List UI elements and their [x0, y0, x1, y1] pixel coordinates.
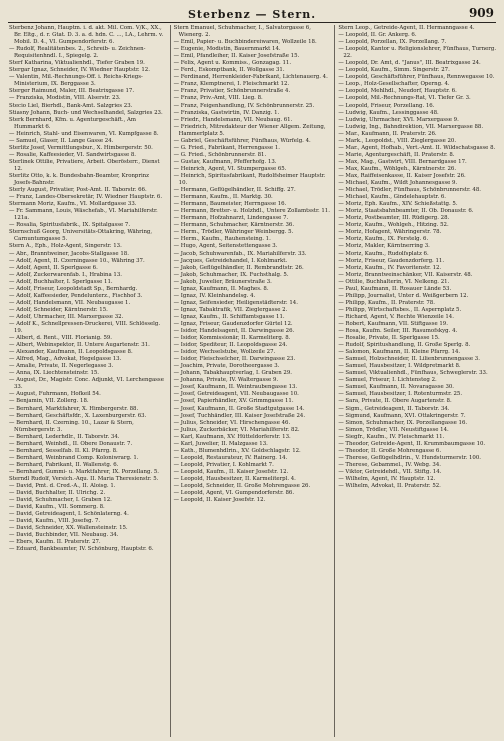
directory-entry: Stiasny Johann, Buch- und Wechselhandel, Salzgries 23.	[9, 109, 163, 116]
directory-entry: — Adolf K., Schnellpressen-Druckerei, VIII. Schlösselg. 19.	[9, 320, 161, 335]
directory-entry: — Samuel, Kaufmann, II. Novaragasse 30.	[338, 384, 455, 391]
directory-entry: — Samuel, Viktualienhdl., Fünfhaus, Schweglerstr. 33.	[338, 370, 488, 377]
directory-entry: Sterlitz Josef, Vermittlungsbur., X. Himbergerstr. 50.	[9, 144, 153, 151]
directory-entry: — Sigmund, Kaufmann, XVI. Ottakringerstr. 7.	[338, 412, 466, 419]
directory-entry: — Jacob, Schuhwarenfab., IX. Mariahilferstr. 33.	[173, 250, 307, 257]
directory-entry: — Julius, Schneider, VI. Hirschengasse 46.	[173, 419, 291, 426]
directory-entry: Stergar Ignaz, Schneider, IV. Wiedner Hauptstr. 12.	[9, 67, 150, 74]
directory-entry: Sterndl Rudolf, Versich.-Aqu. II. Maria Theresienstr. 5.	[9, 476, 159, 482]
directory-entry: Sterger Raimund, Maler, III. Beatrixgasse 17.	[9, 88, 135, 95]
directory-entry: — Gustav, Kaufmann, Pfefferhofg. 13.	[173, 158, 277, 165]
directory-entry: — Ferd., Eskomptbank, II. Wollgasse 31.	[173, 67, 285, 74]
directory-entry: — Heinrich, Agent, VI. Stumpergasse 65.	[173, 165, 287, 172]
directory-entry: — Bernhard, Weinbrand Comp. Koloniwrarg. 1.	[9, 454, 139, 461]
directory-entry: — Abr., Branntweiner, Jacobs-Stallgasse 18.	[9, 250, 129, 257]
directory-entry: — August, Fuhrmann, Hofkeil 54.	[9, 391, 101, 398]
directory-entry: — David, Buchbinder, VII. Neubaug. 34.	[9, 532, 119, 539]
directory-entry: — G. Fried., Fabrikant, Herrengasse 1.	[173, 144, 280, 151]
directory-entry: — Philipp, Wirtschaftsbes., II. Aspernplatz 5.	[338, 306, 462, 313]
directory-entry: Sternschuß Georg, Universitäts-Ottakring, Währing, Carnuntumgasse 5.	[9, 229, 153, 243]
directory-entry: — Hermann, Bretter- u. Holzhdl., Untere Zollamtsstr. 11.	[173, 208, 330, 215]
directory-entry: — Paul, Kaufmann, II. Rosauer Lände 53.	[338, 285, 452, 292]
directory-entry: — Ignaz, Tabaktrafik, VII. Zieglergasse 2.	[173, 306, 288, 313]
directory-entry: — Bernhard, Sesselfab. II. Kl. Pfarrg. 8.	[9, 447, 118, 454]
directory-entry: — Benjamin, VII. Zollerg. 18.	[9, 398, 89, 405]
directory-entry: — Samuel, Hausbesitzer, I. Wildpretmarkt 8.	[338, 363, 461, 370]
directory-entry: — Franz, Priv.-Amt, VIII. Lieg. 8.	[173, 95, 263, 102]
page-number: 909	[468, 6, 494, 20]
directory-entry: — Adolf, Agent, II. Czerningasse 10., Währing 37.	[9, 257, 145, 264]
directory-entry: — Josef, Papierhändler, XV. Grimmgasse 11.	[173, 398, 294, 405]
directory-entry: — Isidor, Spediteur, II. Leopoldsgasse 24.	[173, 342, 288, 349]
directory-entry: — August, Dr., Magistr. Conc. Adjunkt, VI. Lerchengasse 33.	[9, 377, 164, 391]
directory-entry: — David, Kaufm., VII. Sommerg. 8.	[9, 504, 105, 511]
directory-entry: — Michael, Trödler, Fünfhaus, Schönbrunnerstr. 48.	[338, 187, 481, 194]
directory-entry: — Ludwig, Ing., Bahndirektion, VII. Marxergasse 88.	[338, 123, 484, 130]
directory-entry: — G. Fried., Schönbrunnerstr. 81.	[173, 151, 267, 158]
directory-entry: — Mark., Leopoldst., VIII. Zieglergasse 20.	[338, 137, 457, 144]
directory-entry: — Samuel, Glaser, II. Lange Gasse 24.	[9, 137, 114, 144]
directory-entry: — Joachim, Private, Dorotheergasse 3.	[173, 363, 280, 370]
directory-entry: — Adolf, Schneider, Kärntnerstr. 15.	[9, 306, 108, 313]
directory-entry: — Mar., Agent, Hofhab., Vert.-Amt. II. Wildschatsgasse 8.	[338, 144, 496, 151]
directory-entry: — Adolf, Zuckerwarenfab. I., Hrabina 13.	[9, 271, 122, 278]
directory-entry: — Moriz, Friseur, Gaudenzdorferg. 11.	[338, 257, 445, 264]
directory-entry: — Ebers, Kaufm. II. Praterstr. 27.	[9, 539, 101, 546]
directory-entry: — Felix, Agent u. Kommiss., Gonzagag. 11.	[173, 60, 292, 67]
directory-entry: — Leopold, II. Gr. Ankerg. 6.	[338, 32, 417, 39]
directory-entry: — David, Schuhmacher, I. Graben 12.	[9, 497, 112, 504]
directory-entry: — Leopold, Kantor u. Religionslehrer, Fünfhaus, Turnerg. 22.	[338, 46, 497, 60]
directory-entry: — Rudolf, Spiritushandlung, II. Große Sperlg. 8.	[338, 342, 471, 349]
directory-entry: Sterk Bernhard, Kfm. u. Agenturgeschäft., Am Hummarkt 6.	[9, 116, 137, 130]
directory-entry: Sterlinek Ottilie, Privatiere, Arbeit. Oberösterr., Dienst 12.	[9, 158, 160, 172]
directory-entry: — Friedr., Handelsmann, VII. Neubaug. 61.	[173, 116, 293, 123]
directory-entry: — Adolf, Buchhalter, I. Sperlgasse 11.	[9, 278, 113, 285]
directory-entry: — Herm., Kaufm., Rauhensteing. 1.	[173, 236, 271, 243]
directory-entry: — Robert, Kaufmann, VII. Stiftgasse 19.	[338, 320, 448, 327]
directory-entry: — Samuel, Friseur, I. Lichtensteg 2.	[338, 377, 437, 384]
directory-entry: — Rosa, Kaufm. Seiler, III. Rasumofskyg. 4.	[338, 328, 458, 335]
running-head: Sterbenz — Stern.	[187, 7, 317, 21]
directory-entry: Stern A., Eph., Holz-Agent, Singerstr. 13.	[9, 243, 122, 250]
directory-entry: — Josef, Getreideagent, VII. Neubaugasse 10.	[173, 391, 299, 398]
directory-entry: — Michael, Kaufm., Wildt Johannesgasse 9.	[338, 180, 458, 187]
directory-entry: — Isidor, Kommissionär, II. Karmeliterg. 8.	[173, 335, 291, 342]
directory-entry: — Leopold, Agent, VI. Gumpendorferstr. 86.	[173, 490, 295, 497]
directory-entry: — Ferdinand, Herrenkleider-Fabrikant, Lichtenauerg. 4.	[173, 74, 328, 81]
directory-entry: — Leopold, Kaufm., II. Kaiser Josefstr. 12.	[173, 468, 289, 475]
columns-container	[6, 25, 500, 737]
directory-entry: — Jakob, Geflügelhändler, II. Rembrandtstr. 26.	[173, 264, 304, 271]
directory-entry: — Viktor, Getreidehdl., VII. Stiftg. 14.	[338, 468, 442, 475]
directory-entry: — Philipp, Kaufm., II. Praterstr. 78.	[338, 299, 435, 306]
directory-entry: Stern Emanuel, Schuhmacher, I., Salvatorgasse 6, Wienerg. 2.	[173, 25, 311, 39]
directory-entry: — Franz, Feigenhandlung, IV. Schönbrunnerstr. 25.	[173, 102, 315, 109]
directory-entry: — Ludwig, Uhrmacher, XVI. Marxergasse 9.	[338, 116, 459, 123]
directory-entry: — Karl, Kaufmann, XV. Hütteldorferstr. 13.	[173, 433, 291, 440]
directory-entry: — Wilhelm, Agent, IV. Hauptstr. 12.	[338, 476, 436, 482]
directory-entry: — David, Pmt. d. Cred.-A., II. Aloisg. 1.	[9, 483, 116, 490]
directory-entry: — Anna, IX. Liechtensteinstr. 15.	[9, 370, 100, 377]
directory-entry: — Adolf, Friseur, Leopoldstadt Sp., Bernhardg.	[9, 285, 138, 292]
directory-entry: — Franz, Landes-Obersekretär, IV. Wiedner Hauptstr. 6.	[9, 194, 163, 201]
directory-entry: — Moriz, Kaufm., Rudolfsplatz 6.	[338, 250, 429, 257]
directory-entry: — Jakob, Juwelier, Bräunerstraße 3.	[173, 278, 272, 285]
directory-entry: — Isidor, Wechselstube, Wollzeile 27.	[173, 349, 276, 356]
directory-entry: — Josef, Tuchhändler, III. Kaiser Josefstraße 24.	[173, 412, 306, 419]
directory-entry: — Jacques, Getreidehandel, I. Kohlmarkt.	[173, 257, 288, 264]
directory-entry: — Rudolf, Realitätenbes. 2., Schreib- u. Zeichnen-Requisitenhndl. I., Spiegelg. 2.	[9, 46, 146, 60]
directory-entry: — Moriz, Staatsbahnbeamter, II. Ob. Donaustr. 6.	[338, 208, 474, 215]
directory-entry: — Julius, Zuckerbäcker, VI. Mariahilferstr. 82.	[173, 426, 300, 433]
directory-entry: — Eduard, Bankbeamter, IV. Schönburg, Hauptstr. 6.	[9, 546, 154, 553]
directory-entry: — Hermann, Schuhmacher, Kärntnerstr. 36.	[173, 222, 295, 229]
directory-entry: — Leopold, Friseur, Porzellang. 16.	[338, 102, 435, 109]
directory-entry: — Mar., Kaufmann, II. Praterstr. 26.	[338, 130, 437, 137]
directory-entry: — Isidor, Handelsagent, II. Darwingasse 26.	[173, 328, 295, 335]
directory-entry: — Max, Raiffeisenkasse, II. Kaiser Josefstr. 26.	[338, 172, 466, 179]
directory-entry: — Theodor, II. Große Mohrengasse 6.	[338, 447, 442, 454]
directory-entry: — Alexander, Kaufmann, II. Leopoldsgasse 8.	[9, 349, 133, 356]
directory-entry: — Gabriel, Geschäftsführer, Fünfhaus, Würfelg. 4.	[173, 137, 311, 144]
directory-entry: — Ignaz, IV. Kleinhandelsg. 4.	[173, 292, 256, 299]
directory-entry: — Isidor, Fleischselcher, II. Darwingasse 23.	[173, 356, 296, 363]
directory-entry: — Leopold, Mil.-Rechnungs-Rat, VI. Tiefer Gr. 3.	[338, 95, 471, 102]
directory-entry: — Bernhard, Gummi- u. Marktfahrer, IX. Porzellang. 5.	[9, 468, 160, 475]
directory-entry: — Friedrich, Mitredakteur der Wiener Allgem. Zeitung, Hammerlplatz 5.	[173, 123, 326, 137]
directory-entry: — Franziska, Modistin, VIII. Alserstr. 23.	[9, 95, 121, 102]
directory-entry: — Johanna, Private, IV. Waltergasse 9.	[173, 377, 279, 384]
directory-entry: — Ottilie, Buchhalterin, VI. Nelkeng. 21.	[338, 278, 450, 285]
directory-entry: — Hugo, Agent, Seitenstettengasse 3.	[173, 243, 278, 250]
directory-entry: — Ludwig, Kaufm., Lessinggasse 48.	[338, 109, 439, 116]
directory-entry: — Wilhelm, Advokat, II. Praterstr. 52.	[338, 483, 441, 490]
directory-entry: — Hermann, Kaufm., II. Marktg. 30.	[173, 194, 273, 201]
directory-entry: — Ignaz, Seifensieder, Heiligenstädterstr. 14.	[173, 299, 298, 306]
page-header	[8, 6, 496, 23]
directory-entry: — Simon, Schuhmacher, IX. Porzellangasse 16.	[338, 419, 468, 426]
directory-entry: — Josef, Kaufmann, II. Weintraubengasse 13.	[173, 384, 298, 391]
directory-entry: — David, Buchhalter, II. Ulrichg. 2.	[9, 490, 106, 497]
directory-entry: — Adolf, Kaffeesieder, Pendelunterz., Fischhof 3.	[9, 292, 143, 299]
directory-entry: — Bernhard, Fabrikant, II. Wallenstg. 6.	[9, 461, 119, 468]
directory-entry: Sterly August, Privatier, Post-Amt. II. Taborstr. 66.	[9, 187, 147, 194]
directory-entry: — Kath., Blumenhdlrin., XV. Goldschlagstr. 12.	[173, 447, 301, 454]
directory-entry: — Moriz, Kaufm., Wohlgeh., Hitzing. 52.	[338, 222, 449, 229]
directory-entry: — Bernhard, II. Czerning. 10., Lazar & Stern, Nürnbergerstr. 3.	[9, 419, 134, 433]
directory-entry: — Albert, d. Rent., VIII. Florianig. 59.	[9, 335, 113, 342]
directory-entry: — Rosalie, Kaffeesieder, VI. Sandwirtsgasse 8.	[9, 151, 137, 158]
directory-entry: — Moriz, Eph. Kaufm., XIV. Schießstattg. 5.	[338, 201, 458, 208]
directory-entry: — Leopold, Schneider, II. Große Mohrengasse 26.	[173, 483, 311, 490]
directory-entry: — Moriz, Branntweinschänker, VII. Kaiserstr. 48.	[338, 271, 473, 278]
directory-entry: — Leopold, Porzellan, IX. Porzellang. 7.	[338, 39, 447, 46]
directory-entry: — Heinrich, Spiritusfabrikant, Rudolfsheimer Hauptstr. 10.	[173, 172, 326, 187]
directory-entry: — Franz, Klemptnerei, I. Fleischmarkt 12.	[173, 81, 290, 88]
directory-entry: — Moriz, Makler, Kärntnerring 3.	[338, 243, 430, 250]
directory-entry: — Michael, Kaufm., Gindelehauptstr. 6.	[338, 194, 446, 201]
directory-entry: — Emil, Papier- u. Buchbindereiwaren, Wollzeile 18.	[173, 39, 317, 46]
directory-entry: — Valentin, Mil.-Rechnungs-Off. i. Reichs-Kriegs-Ministerium, IX. Berggasse 3.	[9, 74, 143, 88]
directory-entry: — Albert, Webinspektor, II. Untere Augartenstr. 31.	[9, 342, 150, 349]
directory-entry: — Leopold, Dr. Amt, d. "Janus", III. Beatrixgasse 24.	[338, 60, 481, 67]
column-left	[6, 25, 171, 737]
directory-entry: — David, Schneider, XX. Wallensteinstr. 15.	[9, 525, 128, 532]
directory-entry: — Sara, Private, II. Obere Augartenstr. 8.	[338, 398, 452, 405]
directory-entry: — Leopold, Geschäftsführer, Fünfhaus, Rennwegasse 10.	[338, 74, 495, 81]
directory-entry: — Amalie, Private, II. Negerlegasse 3.	[9, 363, 114, 370]
directory-entry: — Hermann, Geflügelhändler, II. Schiffg. 27.	[173, 187, 296, 194]
directory-entry: — Eugenie, Modistin, Bauernmarkt 14.	[173, 46, 281, 53]
directory-entry: — Moriz, Kaufm., IV. Favoritenstr. 12.	[338, 264, 442, 271]
directory-entry: — Herm., Trödler, Währinger Weinbergg. 5.	[173, 229, 294, 236]
directory-entry: — Bernhard, Lederhdlr., II. Taborstr. 34.	[9, 433, 120, 440]
directory-entry: — Max, Mag., Gastwirt, VIII. Bernardgasse 17.	[338, 158, 467, 165]
directory-entry: — David, Kaufm., VIII. Josefsg. 7.	[9, 518, 101, 525]
directory-entry: — Samuel, Hausbesitzer, I. Rotenturmstr. 25.	[338, 391, 463, 398]
directory-entry: Stecio Liel, Bierhdl., Bank-Amt. Salzgries 23.	[9, 102, 133, 109]
directory-entry: — Leopold, Kaufm., Simm. Singerstr. 27.	[338, 67, 450, 74]
directory-entry: — Leop., Holz-Gesellschafter, Operng. 4.	[338, 81, 450, 88]
directory-entry: — Marie, Agenturgeschäft, II. Praterstr. 8.	[338, 151, 455, 158]
directory-entry: — Leopold, Mehlhdl., Neudorf, Hauptstr. 6.	[338, 88, 457, 95]
directory-entry: — Fr. Sammann, Louis, Wäschefab., VI. Mariahilferstr. 121a.	[9, 208, 158, 222]
directory-entry: — Therese, Gebammel., IV. Webg. 34.	[338, 461, 441, 468]
directory-entry: — Leopold, Restaurateur, IV. Rainerg. 14.	[173, 454, 288, 461]
directory-entry: — Bernhard, Weinhdl., II. Obere Donaustr. 7.	[9, 440, 133, 447]
directory-entry: — Samuel, Holzschneider, II. Lilienbrunnengasse 3.	[338, 356, 480, 363]
directory-entry: — Ignaz, Kaufmann, II. Maghes. 8.	[173, 285, 269, 292]
directory-entry: — Bernhard, Marktfahrer, X. Himbergerstr. 88.	[9, 405, 139, 412]
directory-entry: — Rosalia, Spiritusfabrik., IX. Spitalgasse 7.	[9, 222, 131, 229]
directory-entry: — Philipp, Journalist, Unter d. Weißgerbern 12.	[338, 292, 469, 299]
directory-entry: — Bernhard, Geschäftsfdr., X. Laxenburgerstr. 63.	[9, 412, 147, 419]
directory-entry: — Hermann, Hofzahnarzt, Lindengasse 7.	[173, 215, 289, 222]
directory-entry: Stermann Moriz, Kaufm., VI. Mollardgasse 33.	[9, 201, 137, 208]
directory-entry: — Franziska, Gastwirtin, IV. Danzig. 1.	[173, 109, 280, 116]
directory-entry: — Hermann, Baumeister, Herrngasse 16.	[173, 201, 287, 208]
directory-entry: — Salomon, Kaufmann, II. Kleine Pfarrg. 14.	[338, 349, 461, 356]
directory-entry: Sterbenz Johann, Hauptm. i. d. akt. Mil. Com. V/K., XX., Br. Eltg., d. r. Gtat. D. 3. a. d. hdn. C. ..., LA., Lehrm. v. Mobil. D. 4., VI. Gumpendorferstr. 6.	[9, 25, 164, 46]
directory-entry: — Leopold, Privatier, I. Kohlmarkt 7.	[173, 461, 274, 468]
directory-entry: — Richard, Agent, V. Rechte Wienzeile 14.	[338, 313, 454, 320]
directory-entry: — Adolf, Uhrmacher, III. Marxergasse 32.	[9, 313, 124, 320]
directory-entry: — Siegfr., Kaufm., IV. Fleischmarkt 11.	[338, 433, 445, 440]
directory-entry: — Simon, Trödler, VII. Neustiftgasse 14.	[338, 426, 449, 433]
directory-entry: — Leopold, II. Kaiser Josefstr. 12.	[173, 497, 266, 504]
directory-entry: — Moriz, Hofagent, Währingerstr. 78.	[338, 229, 442, 236]
directory-entry: — Moriz, Kaufm., IX. Ferstelg. 6.	[338, 236, 429, 243]
directory-entry: — Adolf, Handelsmann, VII. Neubaugasse 1.	[9, 299, 131, 306]
directory-entry: — Johann, Tabakhauptverlag, I. Graben 29.	[173, 370, 292, 377]
column-right	[335, 25, 500, 737]
column-middle	[171, 25, 336, 737]
directory-entry: — Adolf, Agent, II. Sperlgasse 6.	[9, 264, 98, 271]
directory-entry: — Moriz, Postbeamter, III. Rüdigerg. 28.	[338, 215, 450, 222]
directory-entry: — Franz, Privatier, Schönbrunnerstraße 4.	[173, 88, 291, 95]
directory-entry: Sterlitz Otto, k. k. Bundesbahn-Beamter, Kronprinz Josefs-Bahnstr.	[9, 172, 149, 187]
directory-entry: — Ignaz, Kaufm., II. Schiffamtsgasse 11.	[173, 313, 285, 320]
directory-entry: — Jakob, Schuhmacher, IX. Fuchsthalg. 5.	[173, 271, 289, 278]
directory-entry: — Max, Kaufm., Wöhlgeh., Kärntnerstr. 26.	[338, 165, 457, 172]
directory-entry: — Emil, Pfandleiher, II. Kaiser Josefstraße 15.	[173, 53, 300, 60]
directory-entry: — Theodor, Getreide-Agent, II. Krummbaumgasse 10.	[338, 440, 486, 447]
directory-entry: — Heinrich, Stahl- und Eisenwaren, VI. Kumpfgasse 8.	[9, 130, 159, 137]
directory-entry: — Alfred, Mag., Advokat, Hegelgasse 13.	[9, 356, 122, 363]
directory-entry: Stern Leop., Getreide-Agent, II. Hermanngasse 4.	[338, 25, 475, 31]
directory-entry: — Sigm., Getreideagent, II. Taborstr. 34.	[338, 405, 450, 412]
directory-entry: — David, Getreideagent, I. Schönlaterng. 4.	[9, 511, 129, 518]
directory-entry: — Rosalie, Private, II. Sperlgasse 15.	[338, 335, 440, 342]
directory-entry: — Karl, Juwelier, II. Malzgasse 13.	[173, 440, 268, 447]
directory-entry: — Therese, Geflügelhdlrin., V. Hundsturmerstr. 100.	[338, 454, 481, 461]
directory-entry: Sterf Katharina, Viktualienhdl., Tiefer Graben 19.	[9, 60, 145, 67]
directory-entry: — Leopold, Hausbesitzer, II. Karmeliterpl. 4.	[173, 476, 296, 482]
directory-entry: — Josef, Kaufmann, II. Große Stadtgutgasse 14.	[173, 405, 305, 412]
directory-entry: — Ignaz, Friseur, Gaudenzdorfer Gürtel 12.	[173, 320, 293, 327]
